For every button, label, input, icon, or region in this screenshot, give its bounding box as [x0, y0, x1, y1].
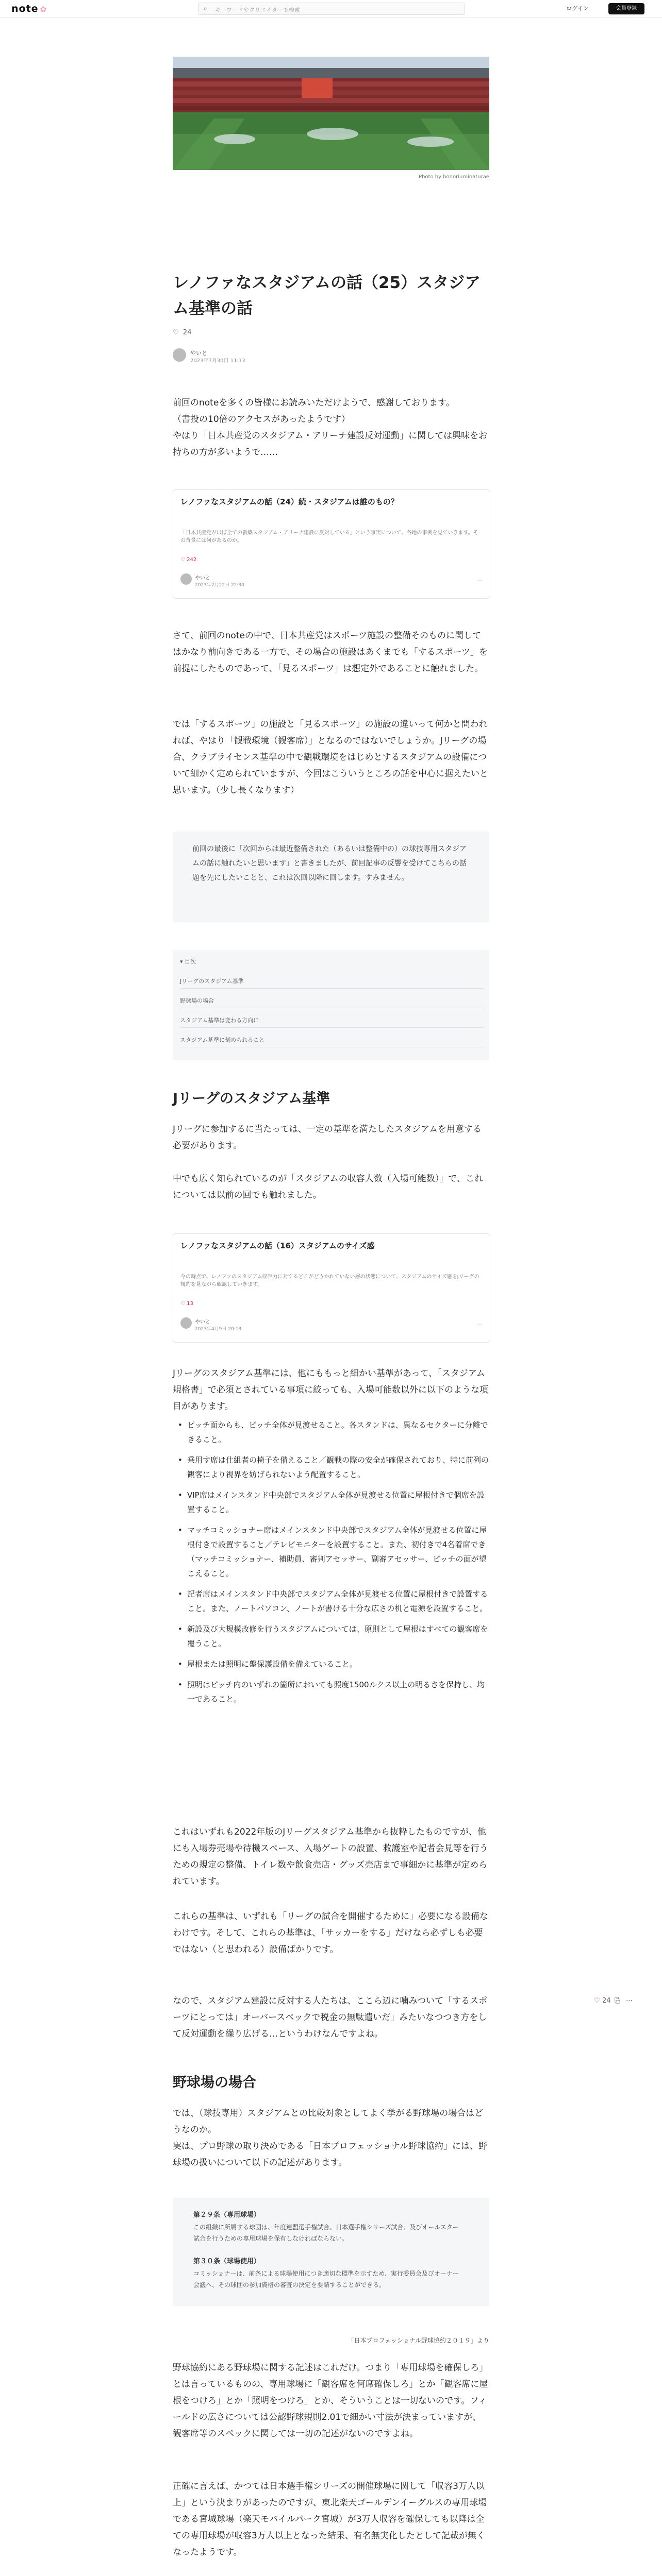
list-item: • 記者席はメインスタンド中央部でスタジアム全体が見渡せる位置に屋根付きで設置すること。また、ノートパソコン、ノートが書ける十分な広さの机と電源を設置すること。 — [173, 1587, 489, 1616]
intro-line-1: 前回のnoteを多くの皆様にお読みいただけようで、感謝しております。 — [173, 398, 455, 408]
card-menu-icon[interactable]: … — [477, 1320, 483, 1326]
login-link[interactable]: ログイン — [566, 5, 589, 12]
side-like-count: 24 — [602, 1997, 611, 2005]
baseball-rules-quote — [173, 2198, 489, 2306]
toc-item[interactable]: スタジアム基準は変わる方向に — [180, 1016, 484, 1028]
list-item: • マッチコミッショナー席はメインスタンド中央部でスタジアム全体が見渡せる位置に屋根付きで設置すること／テレビモニターを設置すること。また、初付きで4名着席でき（マッチコミッショナー、補助員、審判アセッサー、副審アセッサー、ピッチの面が望こえること。 — [173, 1523, 489, 1581]
stadium-requirements-list — [173, 1418, 489, 1713]
card-date: 2023年4月9日 20:13 — [195, 1327, 242, 1332]
author-name[interactable]: やいと — [190, 350, 207, 357]
post-date: 2023年7月30日 11:13 — [190, 358, 245, 364]
card-menu-icon[interactable]: … — [477, 577, 483, 582]
paragraph-6: Jリーグのスタジアム基準には、他にももっと細かい基準があって、「スタジアム規格書」で必須とされている事項に絞っても、入場可能数以外に以下のような項目があります。 — [173, 1368, 488, 1412]
embedded-note-card[interactable] — [173, 489, 490, 599]
source-citation[interactable]: 「日本プロフェッショナル野球協約２０１９」より — [347, 2337, 489, 2344]
quote-block — [173, 832, 489, 922]
search-input[interactable] — [198, 3, 465, 15]
card-date: 2023年7月22日 22:30 — [195, 583, 244, 588]
section-heading-baseball: 野球場の場合 — [173, 2075, 256, 2091]
paragraph-3: では「するスポーツ」の施設と「見るスポーツ」の施設の違いって何かと問われれば、やはり「観戦環境（観客席）」となるのではないでしょうか。Jリーグの場合、クラブライセンス基準の中で観戦環境をはじめとするスタジアムの設備について細かく定められていますが、今回はこういうところの話を中心に据えたいと思います。（少し長くなります） — [173, 719, 488, 795]
like-number: 24 — [183, 329, 192, 336]
like-count[interactable] — [173, 329, 191, 336]
logo-flower-icon: ✿ — [40, 5, 47, 14]
paragraph-8: これらの基準は、いずれも「リーグの試合を開催するために」必要になる設備なわけです。そして、これらの基準は、「サッカーをする」だけなら必ずしも必要ではない（と思われる）設備ばかりです。 — [173, 1911, 488, 1955]
paragraph-5: 中でも広く知られているのが「スタジアムの収容人数（入場可能数）」で、これについては以前の回でも触れました。 — [173, 1174, 483, 1200]
hero-stadium-image — [173, 57, 489, 170]
list-item: • 照明はピッチ内のいずれの箇所においても照度1500ルクス以上の明るさを保持し、均一であること。 — [173, 1677, 489, 1706]
card-description: 今の時点で、レノファのスタジアム収容力に対するどこがどうかれていない層の状態について、スタジアムのサイズ感をJリーグの規約を見ながら確認していきます。 — [180, 1274, 479, 1287]
card-title[interactable]: レノファなスタジアムの話（16）スタジアムのサイズ感 — [180, 1241, 375, 1250]
table-of-contents — [173, 950, 489, 1060]
heart-icon: ♡ — [173, 329, 179, 336]
search-placeholder: キーワードやクリエイターで検索 — [215, 7, 300, 13]
like-heart-icon[interactable]: ♡ — [594, 1997, 600, 2005]
search-icon: ⌕ — [204, 5, 207, 12]
rule-heading: 第２９条（専用球場） — [193, 2211, 261, 2219]
floating-actions — [594, 1997, 635, 2006]
bookmark-icon[interactable]: ⎘ — [615, 1997, 620, 2005]
article-title: レノファなスタジアムの話（25）スタジアム基準の話 — [173, 274, 481, 318]
intro-line-2: （書投の10倍のアクセスがあったようです） — [173, 414, 350, 425]
paragraph-4: Jリーグに参加するに当たっては、一定の基準を満たしたスタジアムを用意する必要があります。 — [173, 1124, 482, 1151]
paragraph-7: これはいずれも2022年版のJリーグスタジアム基準から抜粋したものですが、他にも入場券売場や待機スペース、入場ゲートの設置、救護室や記者会見等を行うための規定の整備、トイレ数や飲食売店・グッズ売店まで事細かに基準が定められています。 — [173, 1827, 488, 1887]
paragraph-12: 野球協約にある野球場に関する記述はこれだけ。つまり「専用球場を確保しろ」とは言っているものの、専用球場に「観客席を何席確保しろ」とか「観客席に屋根をつけろ」とか「照明をつけろ」とか、そういうことは一切ないのです。フィールドの広さについては公認野球規則2.01で細かい寸法が決まっていますが、観客席等のスペックに関しては一切の記述がないのですよね。 — [173, 2363, 488, 2439]
paragraph-13: 正確に言えば、かつては日本選手権シリーズの開催球場に関して「収容3万人以上」という決まりがあったのですが、東北楽天ゴールデンイーグルスの専用球場である宮城球場（楽天モバイルパーク宮城）が3万人収容を確保しても以降は全ての専用球場が収容3万人以上となった結果、有名無実化したとして記載が無くなったようです。 — [173, 2481, 487, 2557]
paragraph-2: さて、前回のnoteの中で、日本共産党はスポーツ施設の整備そのものに関してはかなり前向きである一方で、その場合の施設はあくまでも「するスポーツ」を前提にしたものであって、「見るスポーツ」は想定外であることに触れました。 — [173, 631, 488, 674]
list-item: • ピッチ面からも、ピッチ全体が見渡せること。各スタンドは、異なるセクターに分離できること。 — [173, 1418, 489, 1447]
list-item: • 乗用す席は仕組者の椅子を備えること／観戦の際の安全が確保されており、特に前列の観客により視界を妨げられないよう配置すること。 — [173, 1453, 489, 1482]
toc-item[interactable]: スタジアム基準に刻められること — [180, 1036, 484, 1047]
paragraph-11: 実は、プロ野球の取り決めである「日本プロフェッショナル野球協約」には、野球場の扱いについて以下の記述があります。 — [173, 2141, 487, 2168]
embedded-note-card[interactable] — [173, 1233, 490, 1343]
card-description: 「日本共産党がほぼ全ての新築スタジアム・アリーナ建設に反対している」という事実について、各地の事例を見ていきます。その背景には何があるのか。 — [180, 530, 478, 544]
section-heading-jleague: Jリーグのスタジアム基準 — [173, 1091, 330, 1107]
rule-text: この組織に所属する球団は、年度連盟選手権試合、日本選手権シリーズ試合、及びオールスター試合を行うための専用球場を保有しなければならない。 — [193, 2224, 459, 2242]
rule-text: コミッショナーは、前条による球場使用につき適切な標準を示すため、実行委員会及びオーナー会議へ、その球団の参加資格の審査の決定を要請することができる。 — [193, 2270, 459, 2289]
rule-heading: 第３０条（球場使用） — [193, 2258, 261, 2265]
list-item: • VIP席はメインスタンド中央部でスタジアム全体が見渡せる位置に屋根付きで個席を設置すること。 — [173, 1488, 489, 1517]
toc-header[interactable]: ▾ 目次 — [180, 958, 196, 965]
list-item: • 新設及び大規模改修を行うスタジアムについては、原則として屋根はすべての観客席を覆うこと。 — [173, 1622, 489, 1651]
avatar[interactable] — [173, 348, 186, 362]
paragraph-10: では、（球技専用）スタジアムとの比較対象としてよく挙がる野球場の場合はどうなのか。 — [173, 2108, 484, 2135]
quote-text: 前回の最後に「次回からは最近整備された（あるいは整備中の）の球技専用スタジアムの話に触れたいと思います」と書きましたが、前回記事の反響を受けてこちらの話題を先にしたいことと、これは次回以降に回します。すみません。 — [192, 845, 467, 882]
card-likes: ♡ 242 — [180, 557, 197, 563]
card-avatar — [180, 573, 192, 585]
signup-button[interactable]: 会員登録 — [608, 3, 644, 14]
top-navigation-bar — [0, 0, 662, 18]
more-icon[interactable]: ⋯ — [626, 1997, 633, 2005]
list-item: • 屋根または照明に盤保護設備を備えていること。 — [173, 1657, 489, 1671]
note-logo[interactable]: note ✿ — [11, 3, 47, 14]
hero-caption: Photo by honoriuminaturae — [419, 174, 489, 180]
card-author: やいと — [195, 575, 210, 581]
card-title[interactable]: レノファなスタジアムの話（24）続・スタジアムは誰のもの？ — [180, 497, 399, 506]
paragraph-9: なので、スタジアム建設に反対する人たちは、ここら辺に噛みついて「するスポーツにとっては」オーバースペックで税金の無駄遣いだ」みたいなつつき方をして反対運動を繰り広げる…というわけなんですよね。 — [173, 1996, 488, 2039]
toc-item[interactable]: 野球場の場合 — [180, 996, 484, 1008]
card-likes: ♡ 13 — [180, 1301, 193, 1307]
card-author: やいと — [195, 1319, 210, 1325]
intro-line-3: やはり「日本共産党のスタジアム・アリーナ建設反対運動」に関しては興味をお持ちの方が多いようで…… — [173, 431, 488, 457]
toc-item[interactable]: Jリーグのスタジアム基準 — [180, 977, 484, 989]
card-avatar — [180, 1317, 192, 1329]
